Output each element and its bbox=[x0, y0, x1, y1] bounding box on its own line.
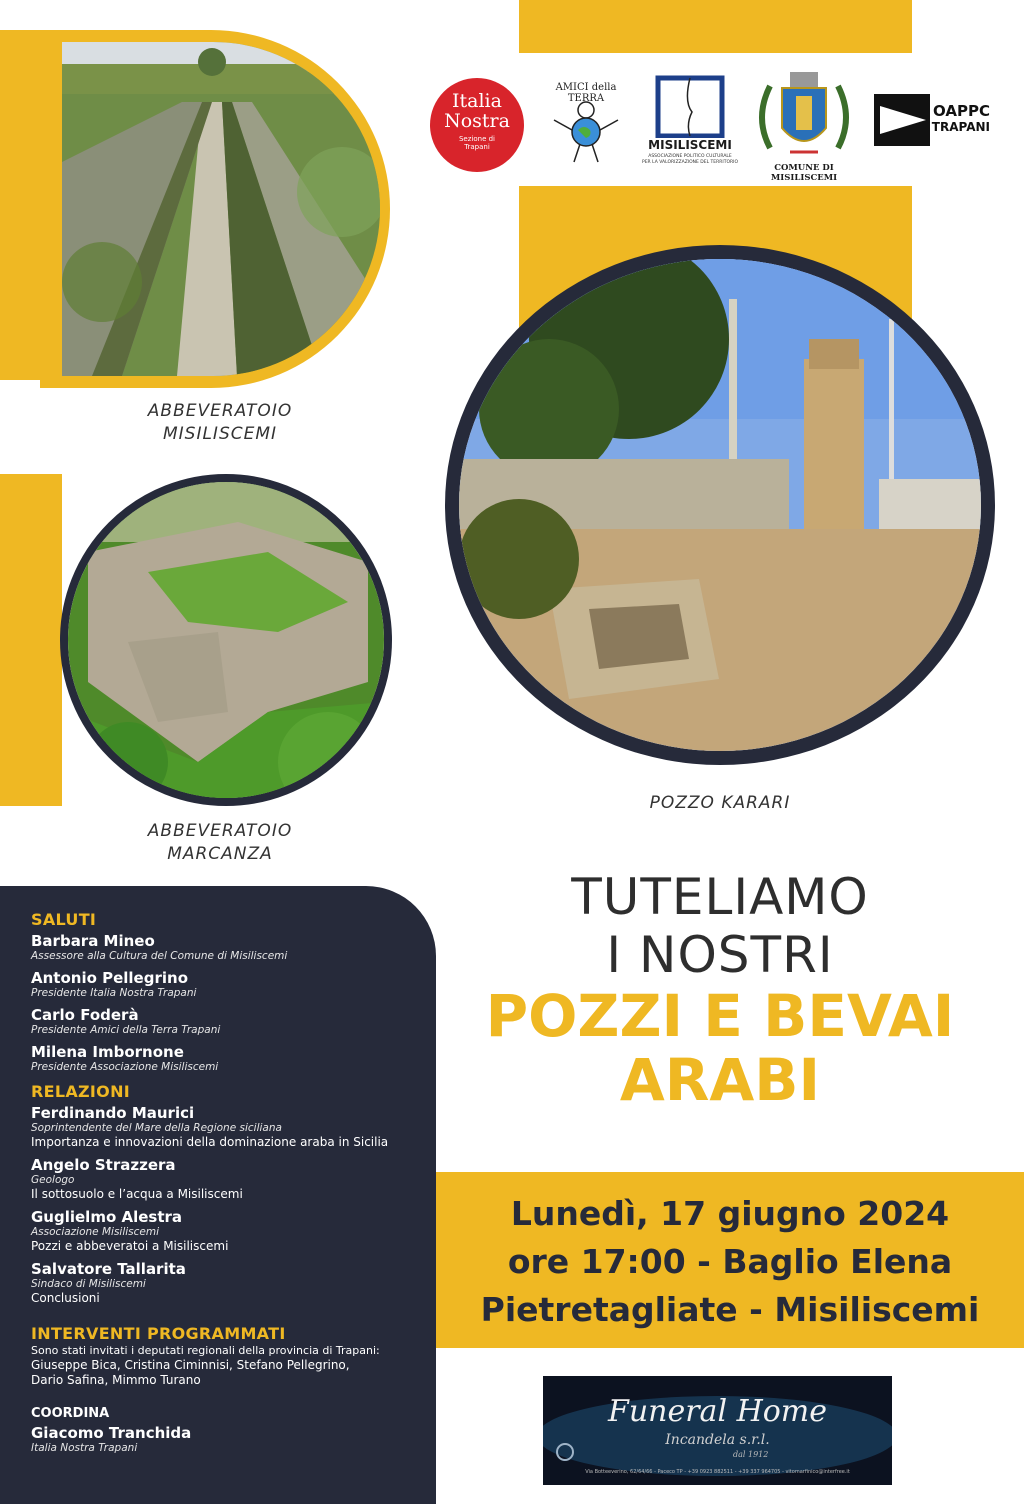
sponsor-funeral-home bbox=[543, 1376, 892, 1485]
speaker-role: Sindaco di Misiliscemi bbox=[31, 1278, 146, 1290]
sponsor-company: Incandela s.r.l. bbox=[665, 1432, 770, 1448]
speaker-topic: Importanza e innovazioni della dominazione araba in Sicilia bbox=[31, 1135, 389, 1149]
speaker-name: Carlo Foderà bbox=[31, 1006, 139, 1024]
logo-text: Sezione di bbox=[458, 135, 495, 143]
headline-line-3: POZZI E BEVAI bbox=[485, 982, 955, 1050]
speaker-name: Barbara Mineo bbox=[31, 932, 155, 950]
logo-text: Italia bbox=[452, 90, 502, 112]
section-title-saluti: SALUTI bbox=[31, 910, 97, 929]
speaker-role: Assessore alla Cultura del Comune di Misiliscemi bbox=[31, 950, 288, 962]
headline-line-1: TUTELIAMO bbox=[571, 868, 869, 926]
photo-pozzo-karari bbox=[445, 245, 995, 765]
speaker bbox=[31, 1208, 436, 1254]
sponsor-since: dal 1912 bbox=[733, 1450, 769, 1459]
decor-bar-left-2 bbox=[0, 474, 62, 806]
headline bbox=[440, 868, 1000, 1112]
caption-pozzo-karari: POZZO KARARI bbox=[649, 793, 791, 813]
event-date: Lunedì, 17 giugno 2024 bbox=[510, 1194, 950, 1233]
event-time-place: ore 17:00 - Baglio Elena bbox=[507, 1242, 953, 1281]
sponsor-brand: Funeral Home bbox=[608, 1394, 827, 1429]
logo-oappc-trapani bbox=[874, 94, 996, 146]
logo-text: COMUNE DI MISILISCEMI bbox=[770, 163, 838, 183]
section-title-coordina: COORDINA bbox=[31, 1406, 110, 1421]
photo-abbeveratoio-marcanza bbox=[60, 474, 392, 806]
speaker-name: Ferdinando Maurici bbox=[31, 1104, 195, 1122]
speaker-role: Presidente Associazione Misiliscemi bbox=[31, 1061, 219, 1073]
logo-text: Nostra bbox=[444, 110, 510, 132]
coordinator-name: Giacomo Tranchida bbox=[31, 1424, 192, 1442]
logo-text: OAPPC bbox=[933, 102, 990, 120]
caption-line: MISILISCEMI bbox=[162, 424, 278, 444]
speaker bbox=[31, 1156, 436, 1202]
logo-text: MISILISCEMI bbox=[648, 138, 732, 152]
speaker-role: Presidente Italia Nostra Trapani bbox=[31, 987, 197, 999]
speaker-topic: Il sottosuolo e l’acqua a Misiliscemi bbox=[31, 1187, 243, 1201]
section-title-relazioni: RELAZIONI bbox=[31, 1082, 131, 1101]
logo-text: TRAPANI bbox=[931, 120, 990, 134]
sponsor-address: Via Botteeverino, 62/64/66 - Paceco TP - +39 0923 882511 - +39 337 964705 - vitomarfinico@interfree.it bbox=[585, 1469, 850, 1475]
headline-line-2: I NOSTRI bbox=[606, 926, 834, 984]
speaker bbox=[31, 1260, 436, 1306]
caption-abbeveratoio-misiliscemi bbox=[120, 400, 320, 446]
coordinator-role: Italia Nostra Trapani bbox=[31, 1442, 138, 1454]
speaker bbox=[31, 969, 436, 1000]
logo-text: Trapani bbox=[464, 143, 490, 151]
interventi-names: Giuseppe Bica, Cristina Ciminnisi, Stefano Pellegrino, bbox=[31, 1358, 350, 1372]
speaker bbox=[31, 1043, 436, 1074]
speaker-role: Soprintendente del Mare della Regione siciliana bbox=[31, 1122, 282, 1134]
caption-line: ABBEVERATOIO bbox=[147, 821, 293, 841]
interventi-note: Sono stati invitati i deputati regionali della provincia di Trapani: bbox=[31, 1344, 380, 1357]
speaker bbox=[31, 1104, 436, 1150]
speaker bbox=[31, 1006, 436, 1037]
logo-misiliscemi-association bbox=[640, 72, 740, 182]
logo-text: AMICI della TERRA bbox=[555, 82, 617, 104]
speaker-name: Antonio Pellegrino bbox=[31, 969, 188, 987]
logo-amici-della-terra bbox=[540, 80, 632, 170]
caption-line: ABBEVERATOIO bbox=[147, 401, 293, 421]
event-location: Pietretagliate - Misiliscemi bbox=[480, 1290, 980, 1329]
speaker-name: Guglielmo Alestra bbox=[31, 1208, 183, 1226]
section-title-interventi: INTERVENTI PROGRAMMATI bbox=[31, 1324, 286, 1343]
caption-abbeveratoio-marcanza bbox=[120, 820, 320, 866]
headline-line-4: ARABI bbox=[619, 1046, 821, 1114]
speaker-role: Presidente Amici della Terra Trapani bbox=[31, 1024, 221, 1036]
speaker-name: Milena Imbornone bbox=[31, 1043, 184, 1061]
logo-comune-misiliscemi bbox=[750, 68, 858, 183]
caption-line: MARCANZA bbox=[167, 844, 273, 864]
speaker-name: Angelo Strazzera bbox=[31, 1156, 176, 1174]
logo-italia-nostra bbox=[430, 78, 524, 172]
speaker-role: Associazione Misiliscemi bbox=[31, 1226, 160, 1238]
interventi-names: Dario Safina, Mimmo Turano bbox=[31, 1373, 201, 1387]
speaker-topic: Conclusioni bbox=[31, 1291, 100, 1305]
speaker-topic: Pozzi e abbeveratoi a Misiliscemi bbox=[31, 1239, 229, 1253]
speaker bbox=[31, 932, 436, 963]
event-info-box bbox=[436, 1172, 1024, 1348]
program-panel bbox=[0, 886, 436, 1504]
logo-text: PER LA VALORIZZAZIONE DEL TERRITORIO bbox=[642, 160, 738, 165]
speaker-role: Geologo bbox=[31, 1174, 75, 1186]
decor-bar-top bbox=[519, 0, 912, 53]
speaker-name: Salvatore Tallarita bbox=[31, 1260, 186, 1278]
logo-text: ASSOCIAZIONE POLITICO CULTURALE bbox=[648, 154, 732, 159]
